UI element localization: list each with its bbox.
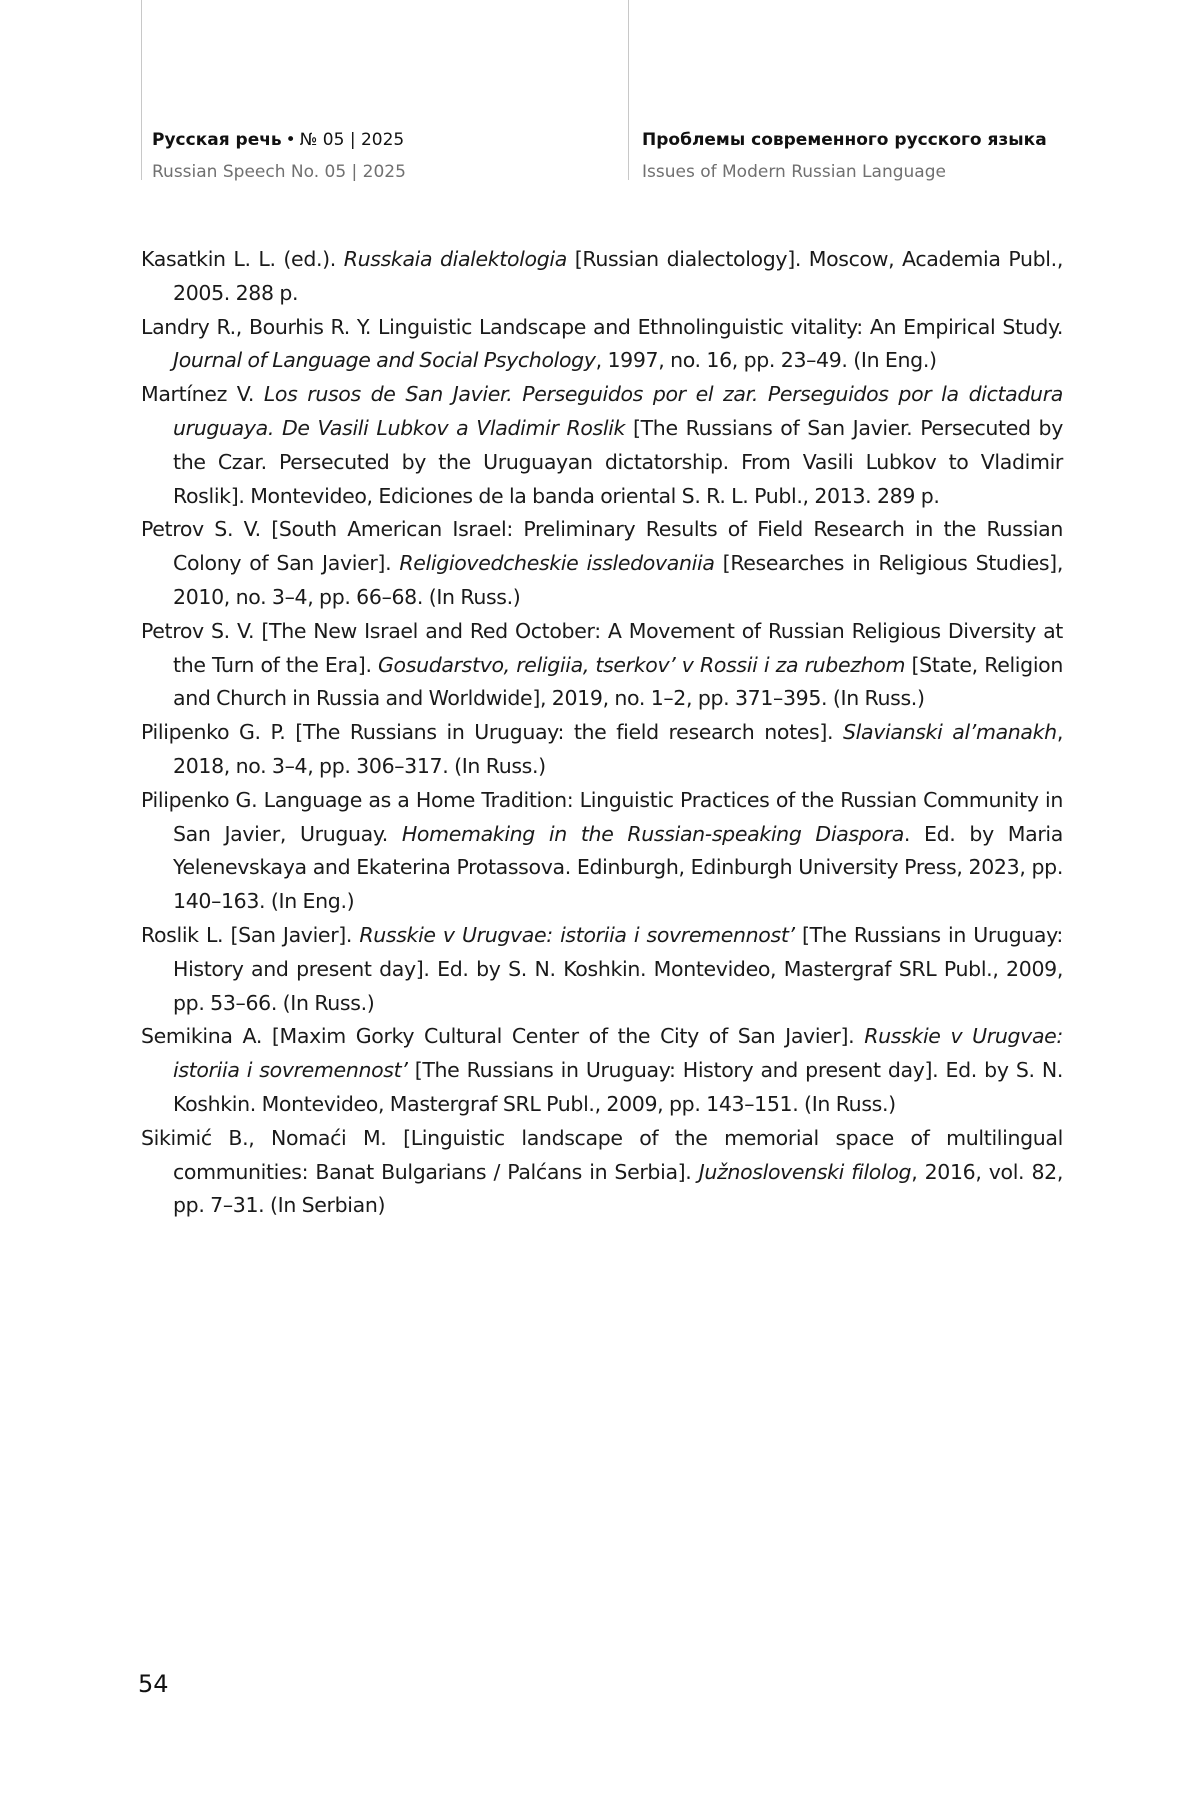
reference-title: Los rusos de San Javier. Perseguidos por el zar. Perseguidos por la dictadura uruguaya. De Vasili Lubkov a Vladimir Roslik: [173, 382, 1063, 440]
reference-title: Russkie v Urugvae: istoriia i sovremennost’: [359, 922, 795, 947]
reference-item: Pilipenko G. P. [The Russians in Uruguay: the field research notes]. Slavianski al’manakh, 2018, no. 3–4, pp. 306–317. (In Russ.): [141, 720, 1063, 778]
reference-list: [141, 243, 1063, 1223]
section-title-en: Issues of Modern Russian Language: [642, 162, 946, 182]
reference-item: Martínez V. Los rusos de San Javier. Perseguidos por el zar. Perseguidos por la dictadura uruguaya. De Vasili Lubkov a Vladimir Roslik [The Russians of San Javier. Persecuted by the Czar. Persecuted by the Uruguayan dictatorship. From Vasili Lubkov to Vladimir Roslik]. Montevideo, Ediciones de la banda oriental S. R. L. Publ., 2013. 289 p.: [141, 382, 1063, 508]
header-divider-left: [141, 0, 142, 180]
journal-issue-ru: № 05 | 2025: [299, 130, 405, 150]
reference-title: Slavianski al’manakh: [843, 720, 1057, 745]
reference-item: Petrov S. V. [The New Israel and Red October: A Movement of Russian Religious Diversity at the Turn of the Era]. Gosudarstvo, religiia, tserkov’ v Rossii i za rubezhom [State, Religion and Church in Russia and Worldwide], 2019, no. 1–2, pp. 371–395. (In Russ.): [141, 618, 1064, 711]
reference-title: Russkie v Urugvae: istoriia i sovremennost’: [173, 1024, 1063, 1083]
reference-title: Russkaia dialektologia: [343, 247, 567, 271]
reference-item: Pilipenko G. Language as a Home Tradition: Linguistic Practices of the Russian Community in San Javier, Uruguay. Homemaking in the Russian-speaking Diaspora. Ed. by Maria Yelenevskaya and Ekaterina Protassova. Edinburgh, Edinburgh University Press, 2023, pp. 140–163. (In Eng.): [141, 787, 1063, 914]
reference-item: Kasatkin L. L. (ed.). Russkaia dialektologia [Russian dialectology]. Moscow, Academia Publ., 2005. 288 p.: [141, 247, 1063, 305]
reference-title: Gosudarstvo, religiia, tserkov’ v Rossii i za rubezhom: [378, 652, 906, 677]
section-title-ru-line: [642, 124, 1047, 156]
reference-title: Religiovedcheskie issledovaniia: [399, 551, 715, 576]
reference-title: Južnoslovenski filolog: [698, 1159, 912, 1184]
reference-item: Sikimić B., Nomaći M. [Linguistic landscape of the memorial space of multilingual communities: Banat Bulgarians / Palćans in Serbia]. Južnoslovenski filolog, 2016, vol. 82, pp. 7–31. (In Serbian): [141, 1125, 1063, 1218]
journal-title-ru: Русская речь: [152, 130, 282, 150]
reference-title: Homemaking in the Russian-speaking Diaspora: [401, 821, 904, 846]
section-info: [642, 124, 1047, 188]
section-title-ru: Проблемы современного русского языка: [642, 130, 1047, 150]
reference-item: Semikina A. [Maxim Gorky Cultural Center of the City of San Javier]. Russkie v Urugvae: istoriia i sovremennost’ [The Russians in Uruguay: History and present day]. Ed. by S. N. Koshkin. Montevideo, Mastergraf SRL Publ., 2009, pp. 143–151. (In Russ.): [141, 1024, 1063, 1116]
reference-item: Landry R., Bourhis R. Y. Linguistic Landscape and Ethnolinguistic vitality: An Empirical Study. Journal of Language and Social Psychology, 1997, no. 16, pp. 23–49. (In Eng.): [141, 314, 1063, 373]
reference-item: Petrov S. V. [South American Israel: Preliminary Results of Field Research in the Russian Colony of San Javier]. Religiovedcheskie issledovaniia [Researches in Religious Studies], 2010, no. 3–4, pp. 66–68. (In Russ.): [141, 517, 1063, 609]
page-number: 54: [138, 1670, 169, 1698]
header-divider-right: [628, 0, 629, 180]
reference-title: Journal of Language and Social Psychology: [173, 348, 596, 373]
journal-title-ru-line: [152, 124, 406, 156]
journal-title-en: Russian Speech No. 05 | 2025: [152, 162, 406, 182]
reference-item: Roslik L. [San Javier]. Russkie v Urugvae: istoriia i sovremennost’ [The Russians in Uruguay: History and present day]. Ed. by S. N. Koshkin. Montevideo, Mastergraf SRL Publ., 2009, pp. 53–66. (In Russ.): [141, 922, 1063, 1015]
bullet-separator: •: [285, 130, 296, 150]
journal-info: [152, 124, 406, 188]
